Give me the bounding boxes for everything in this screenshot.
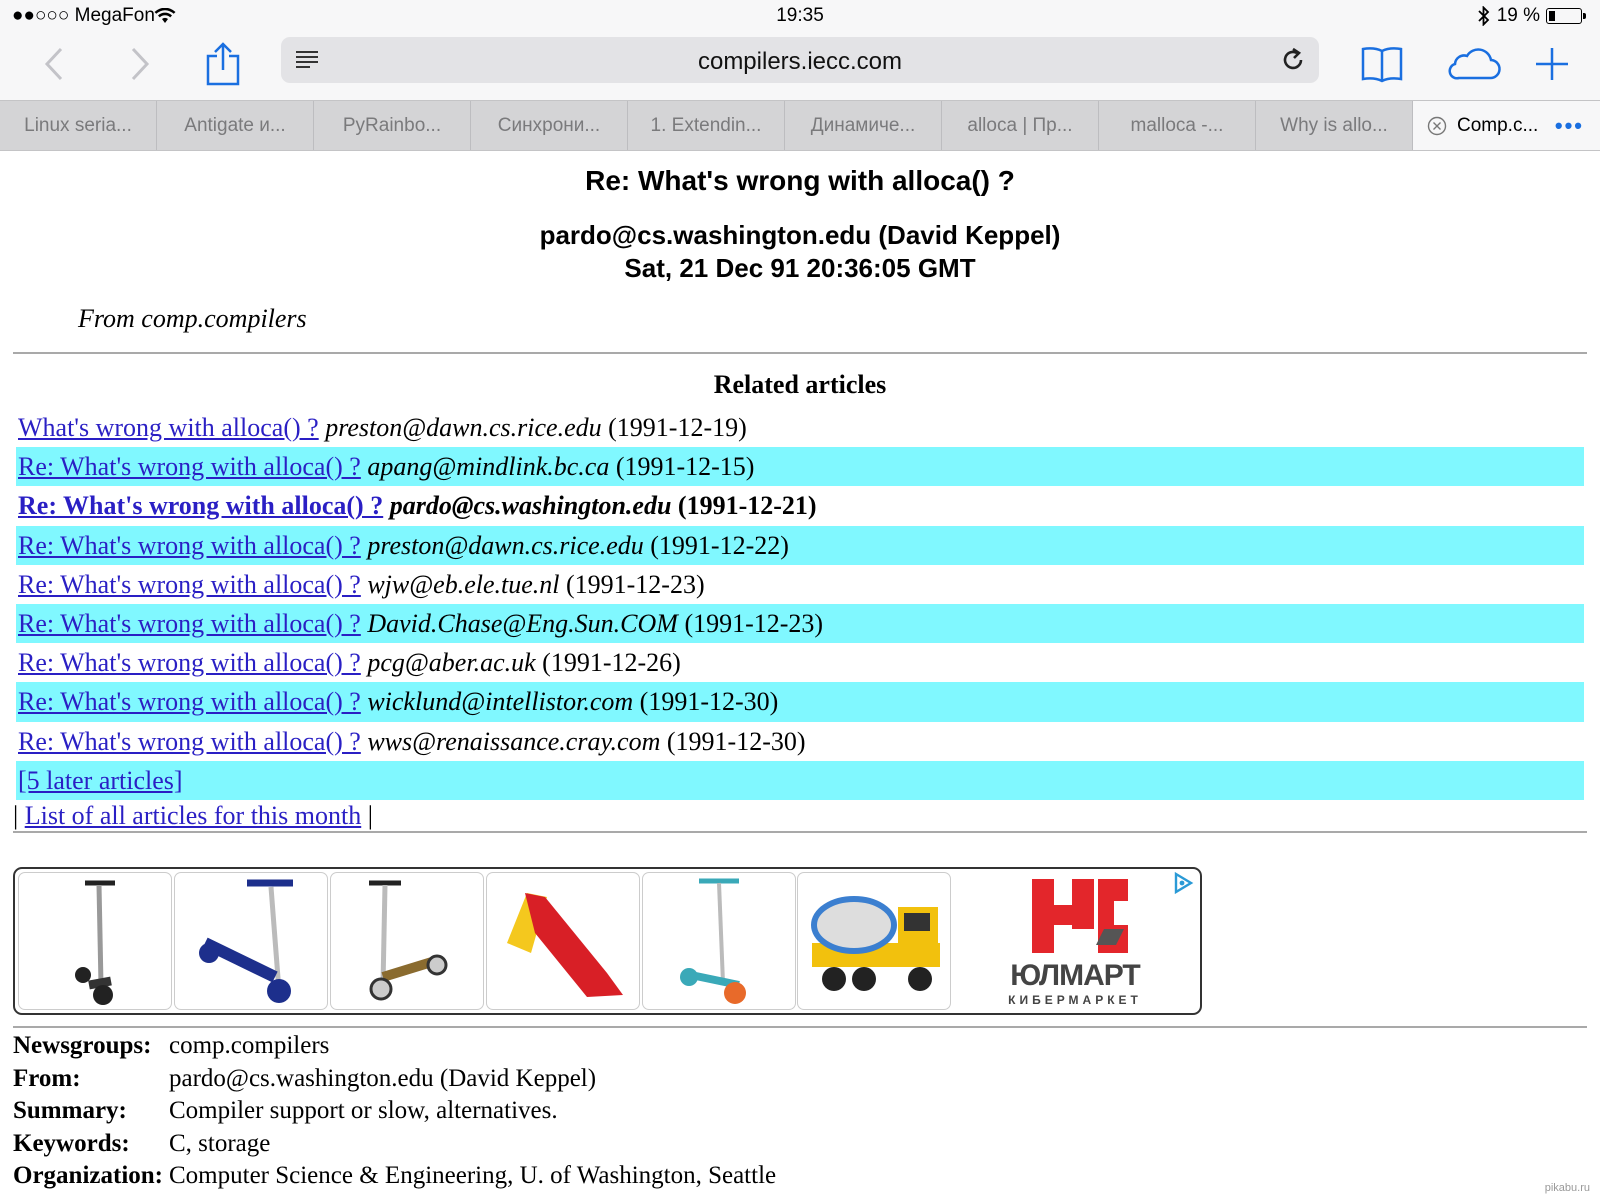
item-date: (1991-12-30): [666, 726, 806, 756]
newsgroup-source: From comp.compilers: [78, 304, 307, 333]
related-heading: Related articles: [713, 370, 887, 399]
bluetooth-icon: [1477, 6, 1491, 26]
slide-image: [487, 873, 641, 1011]
article-link[interactable]: Re: What's wrong with alloca() ?: [18, 452, 361, 482]
scooter-image: [331, 873, 485, 1011]
icloud-tabs-button[interactable]: [1446, 40, 1502, 88]
pipe: |: [13, 801, 19, 830]
related-list: [16, 408, 1584, 800]
item-author: wicklund@intellistor.com: [367, 687, 634, 717]
status-bar: [0, 0, 1600, 32]
more-tabs-icon[interactable]: •••: [1554, 113, 1584, 138]
ad-product-scooter[interactable]: [330, 872, 484, 1010]
article-link[interactable]: What's wrong with alloca() ?: [18, 413, 319, 442]
article-link[interactable]: Re: What's wrong with alloca() ?: [18, 648, 361, 678]
bookmarks-button[interactable]: [1358, 40, 1406, 88]
brand-logo-mark: [1032, 879, 1128, 953]
item-date: (1991-12-21): [677, 491, 817, 521]
ad-product-scooter[interactable]: [642, 872, 796, 1010]
list-item: [16, 643, 1584, 682]
header-value: comp.compilers: [169, 1032, 330, 1059]
scooter-image: [19, 873, 173, 1011]
tab-9[interactable]: Why is allo...: [1256, 101, 1413, 150]
share-button[interactable]: [199, 40, 247, 88]
watermark: pikabu.ru: [1544, 1182, 1590, 1194]
item-date: (1991-12-23): [684, 608, 824, 638]
tab-active[interactable]: [1413, 101, 1600, 150]
back-button[interactable]: [30, 40, 78, 88]
tab-5[interactable]: 1. Extendin...: [628, 101, 785, 150]
tab-3[interactable]: PyRainbo...: [314, 101, 471, 150]
ad-product-truck[interactable]: [797, 872, 951, 1010]
article-link[interactable]: Re: What's wrong with alloca() ?: [18, 687, 361, 717]
list-item: [16, 408, 1584, 447]
month-nav: [13, 801, 373, 831]
tab-active-label: Comp.c...: [1457, 115, 1539, 136]
header-value: pardo@cs.washington.edu (David Keppel): [169, 1064, 597, 1092]
item-date: (1991-12-30): [639, 687, 779, 717]
list-item: [16, 761, 1584, 800]
article-link[interactable]: Re: What's wrong with alloca() ?: [18, 530, 361, 560]
new-tab-button[interactable]: [1528, 40, 1576, 88]
adchoices-icon[interactable]: [1172, 872, 1194, 894]
article-link[interactable]: Re: What's wrong with alloca() ?: [18, 726, 361, 756]
message-headers: [13, 1030, 776, 1193]
brand-logo[interactable]: [990, 877, 1160, 1007]
article-link[interactable]: Re: What's wrong with alloca() ?: [18, 608, 361, 638]
list-item: [16, 722, 1584, 761]
brand-tagline: КИБЕРМАРКЕТ: [1008, 993, 1142, 1007]
item-date: (1991-12-22): [650, 530, 789, 560]
item-author: preston@dawn.cs.rice.edu: [325, 413, 602, 442]
list-item: [16, 526, 1584, 565]
list-item-current: [16, 486, 1584, 525]
tab-6[interactable]: Динамиче...: [785, 101, 942, 150]
tab-1[interactable]: Linux seria...: [0, 101, 157, 150]
header-label: From:: [13, 1064, 81, 1092]
item-author: wjw@eb.ele.tue.nl: [367, 569, 560, 599]
article-author: pardo@cs.washington.edu (David Keppel): [539, 220, 1061, 250]
divider: [13, 831, 1587, 833]
header-label: Keywords:: [13, 1129, 130, 1157]
item-date: (1991-12-15): [615, 452, 755, 482]
item-author: wws@renaissance.cray.com: [367, 726, 661, 756]
header-label: Summary:: [13, 1097, 127, 1124]
later-articles-link[interactable]: [5 later articles]: [18, 765, 183, 795]
carrier-name: ●●○○○ MegaFon: [12, 5, 155, 26]
page-content: [0, 152, 1600, 1200]
forward-button[interactable]: [116, 40, 164, 88]
article-title: Re: What's wrong with alloca() ?: [585, 165, 1015, 196]
tab-2[interactable]: Antigate и...: [157, 101, 314, 150]
item-date: (1991-12-26): [542, 648, 681, 678]
list-item: [16, 565, 1584, 604]
pipe: |: [367, 801, 373, 830]
article-date: Sat, 21 Dec 91 20:36:05 GMT: [624, 253, 976, 283]
header-row: [13, 1128, 776, 1161]
header-row: [13, 1095, 776, 1128]
cloud-icon: [1447, 47, 1501, 81]
chevron-right-icon: [129, 46, 151, 82]
header-value: Computer Science & Engineering, U. of Washington, Seattle: [169, 1162, 777, 1189]
close-tab-icon[interactable]: [1427, 116, 1447, 136]
list-item: [16, 447, 1584, 486]
header-label: Organization:: [13, 1162, 163, 1189]
tab-4[interactable]: Синхрони...: [471, 101, 628, 150]
scooter-image: [175, 873, 329, 1011]
month-articles-link[interactable]: List of all articles for this month: [24, 801, 362, 830]
ad-product-slide[interactable]: [486, 872, 640, 1010]
divider: [13, 352, 1587, 354]
battery-icon: [1546, 8, 1582, 24]
item-author: pcg@aber.ac.uk: [367, 648, 536, 678]
clock: 19:35: [776, 5, 824, 26]
truck-image: [798, 873, 952, 1011]
tab-7[interactable]: alloca | Пр...: [942, 101, 1099, 150]
header-row: [13, 1160, 776, 1193]
header-row: [13, 1030, 776, 1063]
header-label: Newsgroups:: [13, 1032, 152, 1059]
address-bar[interactable]: [281, 37, 1319, 83]
ad-product-scooter[interactable]: [18, 872, 172, 1010]
battery-percent: 19 %: [1496, 5, 1540, 26]
battery-status: [1477, 5, 1582, 27]
item-author: preston@dawn.cs.rice.edu: [367, 530, 644, 560]
list-item: [16, 604, 1584, 643]
browser-toolbar: [0, 32, 1600, 100]
header-value: Compiler support or slow, alternatives.: [169, 1097, 558, 1124]
tab-bar: [0, 100, 1600, 151]
list-item: [16, 682, 1584, 721]
url-text: compilers.iecc.com: [697, 48, 903, 75]
book-icon: [1361, 45, 1403, 83]
item-date: (1991-12-19): [608, 413, 747, 442]
article-link[interactable]: Re: What's wrong with alloca() ?: [18, 491, 384, 521]
divider: [13, 1026, 1587, 1028]
ad-banner[interactable]: [13, 867, 1202, 1015]
ad-product-scooter[interactable]: [174, 872, 328, 1010]
scooter-image: [643, 873, 797, 1011]
article-link[interactable]: Re: What's wrong with alloca() ?: [18, 569, 361, 599]
item-author: pardo@cs.washington.edu: [389, 491, 672, 521]
tab-8[interactable]: malloca -...: [1099, 101, 1256, 150]
reload-icon[interactable]: [1279, 46, 1307, 74]
brand-name: ЮЛМАРТ: [1010, 959, 1140, 992]
item-author: apang@mindlink.bc.ca: [367, 452, 610, 482]
share-icon: [205, 42, 241, 86]
chevron-left-icon: [43, 46, 65, 82]
header-row: [13, 1063, 776, 1096]
header-value: C, storage: [169, 1129, 271, 1157]
item-author: David.Chase@Eng.Sun.COM: [367, 608, 678, 638]
item-date: (1991-12-23): [565, 569, 705, 599]
plus-icon: [1535, 47, 1569, 81]
